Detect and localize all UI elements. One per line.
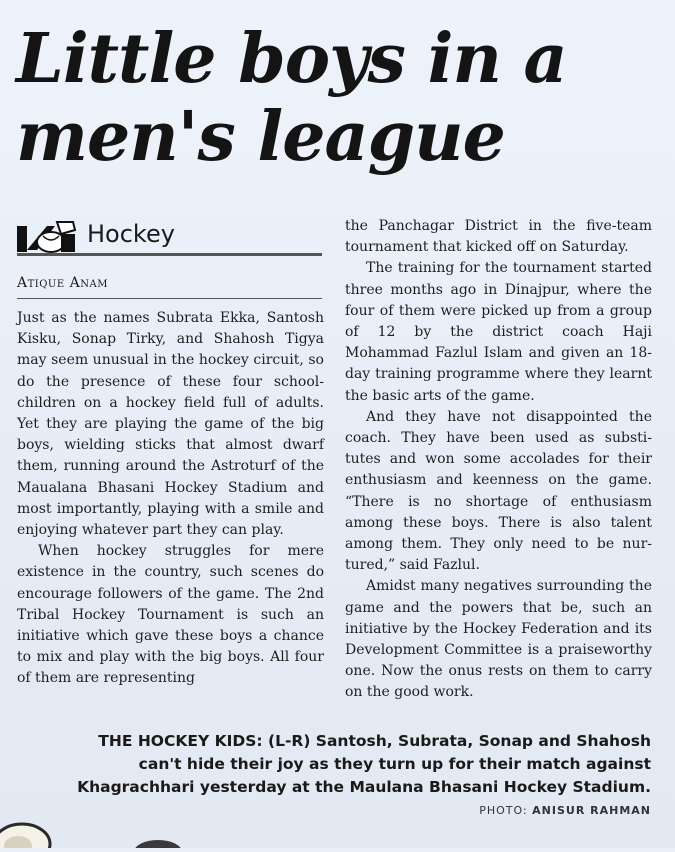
paragraph: The training for the tournament started three months ago in Dinajpur, where the four of them were picked up from a group of 12 by the district coach Haji Mohammad Fazlul Islam and given an 18-day training programme where they learnt the basic arts of the game. (345, 260, 652, 404)
section-tag (17, 218, 322, 256)
headline-line-1: Little boys in a (16, 19, 567, 99)
paragraph: Amidst many negatives surrounding the game and the powers that be, such an initiative by the Hockey Federation and its Development Committee is a praiseworthy one. Now the onus rests on them to carry on the good work. (345, 578, 652, 701)
headline (16, 20, 661, 176)
photo-credit-name: ANISUR RAHMAN (532, 804, 651, 817)
photo-edge (0, 812, 675, 848)
article-column-1 (17, 308, 324, 690)
paragraph: When hockey struggles for mere existence in the country, such scenes do encourage followers of the game. The 2nd Tribal Hockey Tournament is such an initiative which gave these boys a chance to mix and play with the big boys. All four of them are representing (17, 543, 324, 687)
hockey-stick-ball-icon (17, 220, 79, 254)
section-rule (17, 253, 322, 256)
caption-lead: THE HOCKEY KIDS: (98, 732, 263, 750)
caption-text: (L-R) Santosh, Subrata, Sonap and Shahosh can't hide their joy as they turn up for their match against Khagrachhari yesterday at the Maulana Bhasani Hockey Stadium. (77, 732, 651, 796)
byline-rule (17, 298, 322, 299)
photo-credit-prefix: PHOTO: (479, 804, 528, 817)
paragraph: And they have not disappointed the coach. They have been used as substi-tutes and won some accolades for their enthusiasm and keenness on the game. “There is no shortage of enthusiasm among these boys. There is also talent among them. They only need to be nur-tured,” said Fazlul. (345, 408, 652, 574)
article-column-2 (345, 216, 652, 704)
paragraph: Just as the names Subrata Ekka, Santosh Kisku, Sonap Tirky, and Shahosh Tigya may seem unusual in the hockey circuit, so do the presence of these four school-children on a hockey field full of adults. Yet they are playing the game of the big boys, wielding sticks that almost dwarf them, running around the Astroturf of the Maualana Bhasani Hockey Stadium and most importantly, playing with a smile and enjoying whatever part they can play. (17, 310, 324, 539)
photo-caption (51, 730, 651, 799)
paragraph: the Panchagar District in the five-team tournament that kicked off on Saturday. (345, 218, 652, 256)
section-label: Hockey (87, 220, 175, 248)
byline: Atique Anam (17, 275, 108, 291)
headline-line-2: men's league (16, 97, 505, 177)
